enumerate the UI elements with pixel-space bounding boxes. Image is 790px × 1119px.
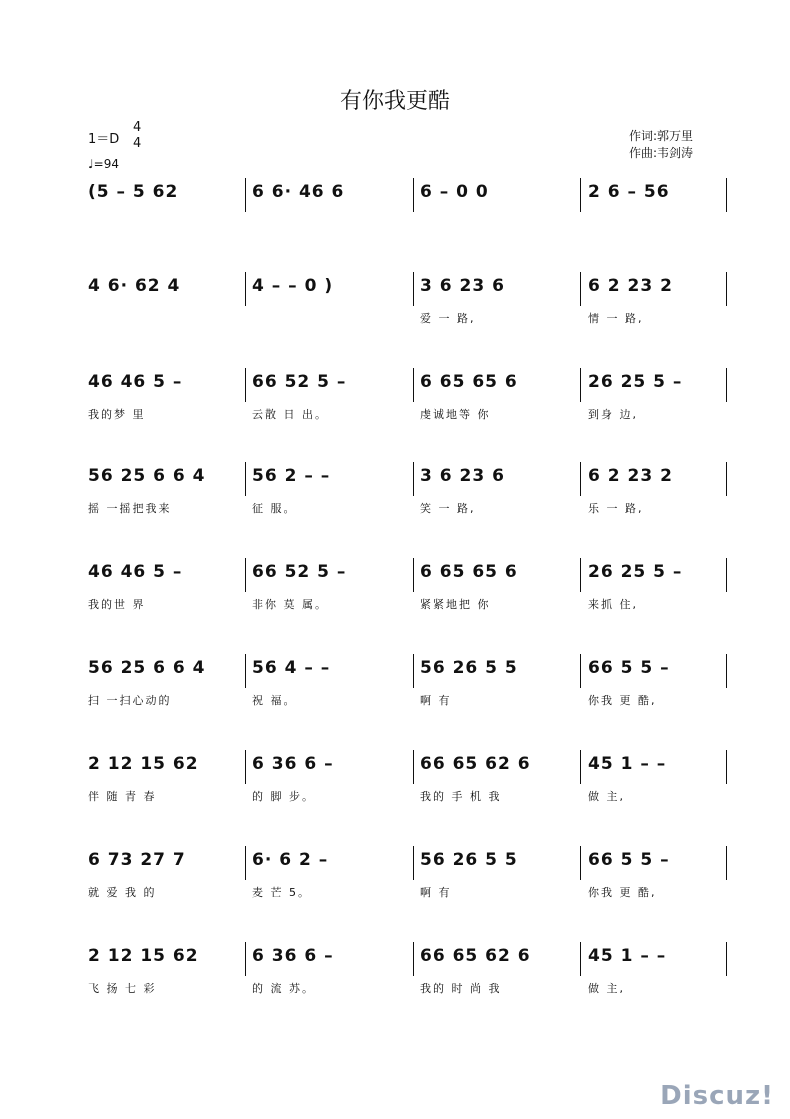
lyric-line: 就 爱 我 的 bbox=[88, 886, 157, 899]
measure-notes: 6 65 65 6 bbox=[420, 562, 518, 582]
bar-line bbox=[580, 272, 581, 306]
bar-line bbox=[580, 558, 581, 592]
bar-line bbox=[413, 750, 414, 784]
bar-line bbox=[726, 462, 727, 496]
lyric-line: 啊 有 bbox=[420, 694, 452, 707]
credits bbox=[629, 128, 693, 162]
measure-notes: 4 – – 0 ) bbox=[252, 276, 334, 296]
lyric-line: 云散 日 出。 bbox=[252, 408, 328, 421]
measure-notes: 66 52 5 – bbox=[252, 562, 347, 582]
lyric-line: 祝 福。 bbox=[252, 694, 297, 707]
bar-line bbox=[413, 178, 414, 212]
measure-notes: 45 1 – – bbox=[588, 946, 667, 966]
measure-notes: 6 65 65 6 bbox=[420, 372, 518, 392]
lyric-line: 做 主, bbox=[588, 982, 625, 995]
bar-line bbox=[245, 846, 246, 880]
lyric-line: 非你 莫 属。 bbox=[252, 598, 328, 611]
bar-line bbox=[245, 942, 246, 976]
score-row bbox=[0, 942, 790, 1002]
song-title: 有你我更酷 bbox=[339, 89, 450, 114]
bar-line bbox=[413, 368, 414, 402]
bar-line bbox=[726, 942, 727, 976]
bar-line bbox=[245, 368, 246, 402]
measure-notes: 6 – 0 0 bbox=[420, 182, 489, 202]
lyric-line: 我的 时 尚 我 bbox=[420, 982, 502, 995]
measure-notes: 56 4 – – bbox=[252, 658, 331, 678]
time-signature-top: 4 bbox=[133, 120, 142, 135]
measure-notes: 6 73 27 7 bbox=[88, 850, 186, 870]
bar-line bbox=[245, 178, 246, 212]
bar-line bbox=[726, 178, 727, 212]
lyric-line: 到身 边, bbox=[588, 408, 638, 421]
measure-notes: 56 25 6 6 4 bbox=[88, 658, 206, 678]
lyricist: 作词:郭万里 bbox=[629, 129, 694, 143]
lyric-line: 伴 随 青 春 bbox=[88, 790, 157, 803]
composer: 作曲:韦剑涛 bbox=[629, 146, 694, 160]
bar-line bbox=[245, 558, 246, 592]
score-row bbox=[0, 462, 790, 522]
bar-line bbox=[726, 368, 727, 402]
lyric-line: 虔诚地等 你 bbox=[420, 408, 491, 421]
measure-notes: 2 12 15 62 bbox=[88, 946, 199, 966]
lyric-line: 情 一 路, bbox=[588, 312, 644, 325]
bar-line bbox=[413, 272, 414, 306]
measure-notes: 56 25 6 6 4 bbox=[88, 466, 206, 486]
lyric-line: 紧紧地把 你 bbox=[420, 598, 491, 611]
lyric-line: 啊 有 bbox=[420, 886, 452, 899]
measure-notes: 66 52 5 – bbox=[252, 372, 347, 392]
lyric-line: 来抓 住, bbox=[588, 598, 638, 611]
measure-notes: 2 12 15 62 bbox=[88, 754, 199, 774]
lyric-line: 我的世 界 bbox=[88, 598, 146, 611]
bar-line bbox=[245, 462, 246, 496]
score-row bbox=[0, 178, 790, 238]
measure-notes: 66 65 62 6 bbox=[420, 946, 531, 966]
measure-notes: 6· 6 2 – bbox=[252, 850, 329, 870]
measure-notes: 66 5 5 – bbox=[588, 850, 670, 870]
bar-line bbox=[580, 462, 581, 496]
measure-notes: 45 1 – – bbox=[588, 754, 667, 774]
score-row bbox=[0, 558, 790, 618]
bar-line bbox=[245, 272, 246, 306]
measure-notes: 6 36 6 – bbox=[252, 754, 334, 774]
measure-notes: 56 2 – – bbox=[252, 466, 331, 486]
score-row bbox=[0, 272, 790, 332]
lyric-line: 麦 芒 5。 bbox=[252, 886, 311, 899]
bar-line bbox=[580, 846, 581, 880]
measure-notes: 6 2 23 2 bbox=[588, 466, 673, 486]
measure-notes: 6 2 23 2 bbox=[588, 276, 673, 296]
measure-notes: 66 5 5 – bbox=[588, 658, 670, 678]
time-signature-bottom: 4 bbox=[133, 136, 142, 151]
bar-line bbox=[413, 942, 414, 976]
score-row bbox=[0, 368, 790, 428]
measure-notes: 56 26 5 5 bbox=[420, 658, 518, 678]
bar-line bbox=[726, 654, 727, 688]
bar-line bbox=[245, 750, 246, 784]
measure-notes: (5 – 5 62 bbox=[88, 182, 179, 202]
lyric-line: 你我 更 酷, bbox=[588, 886, 657, 899]
measure-notes: 6 36 6 – bbox=[252, 946, 334, 966]
watermark-logo: Discuz! bbox=[660, 1081, 774, 1111]
score-row bbox=[0, 750, 790, 810]
lyric-line: 征 服。 bbox=[252, 502, 297, 515]
measure-notes: 4 6· 62 4 bbox=[88, 276, 181, 296]
measure-notes: 26 25 5 – bbox=[588, 562, 683, 582]
bar-line bbox=[245, 654, 246, 688]
measure-notes: 66 65 62 6 bbox=[420, 754, 531, 774]
score-row bbox=[0, 654, 790, 714]
quarter-note-icon: ♩ bbox=[88, 157, 94, 171]
measure-notes: 46 46 5 – bbox=[88, 372, 183, 392]
time-signature bbox=[133, 120, 141, 152]
lyric-line: 爱 一 路, bbox=[420, 312, 476, 325]
lyric-line: 我的 手 机 我 bbox=[420, 790, 502, 803]
lyric-line: 的 脚 步。 bbox=[252, 790, 315, 803]
measure-notes: 3 6 23 6 bbox=[420, 466, 505, 486]
measure-notes: 3 6 23 6 bbox=[420, 276, 505, 296]
score-row bbox=[0, 846, 790, 906]
bar-line bbox=[413, 654, 414, 688]
lyric-line: 扫 一扫心动的 bbox=[88, 694, 172, 707]
bar-line bbox=[413, 558, 414, 592]
measure-notes: 56 26 5 5 bbox=[420, 850, 518, 870]
bar-line bbox=[726, 558, 727, 592]
tempo-marking: ♩=94 bbox=[88, 157, 119, 171]
lyric-line: 飞 扬 七 彩 bbox=[88, 982, 157, 995]
lyric-line: 摇 一摇把我来 bbox=[88, 502, 172, 515]
measure-notes: 6 6· 46 6 bbox=[252, 182, 345, 202]
bar-line bbox=[413, 462, 414, 496]
bar-line bbox=[413, 846, 414, 880]
measure-notes: 2 6 – 56 bbox=[588, 182, 670, 202]
lyric-line: 乐 一 路, bbox=[588, 502, 644, 515]
measure-notes: 46 46 5 – bbox=[88, 562, 183, 582]
bar-line bbox=[726, 846, 727, 880]
lyric-line: 你我 更 酷, bbox=[588, 694, 657, 707]
bar-line bbox=[580, 654, 581, 688]
measure-notes: 26 25 5 – bbox=[588, 372, 683, 392]
lyric-line: 的 流 苏。 bbox=[252, 982, 315, 995]
key-signature: 1＝D bbox=[88, 132, 120, 147]
lyric-line: 笑 一 路, bbox=[420, 502, 476, 515]
lyric-line: 我的梦 里 bbox=[88, 408, 146, 421]
bar-line bbox=[726, 272, 727, 306]
bar-line bbox=[580, 750, 581, 784]
lyric-line: 做 主, bbox=[588, 790, 625, 803]
bar-line bbox=[726, 750, 727, 784]
bar-line bbox=[580, 368, 581, 402]
bar-line bbox=[580, 942, 581, 976]
bar-line bbox=[580, 178, 581, 212]
